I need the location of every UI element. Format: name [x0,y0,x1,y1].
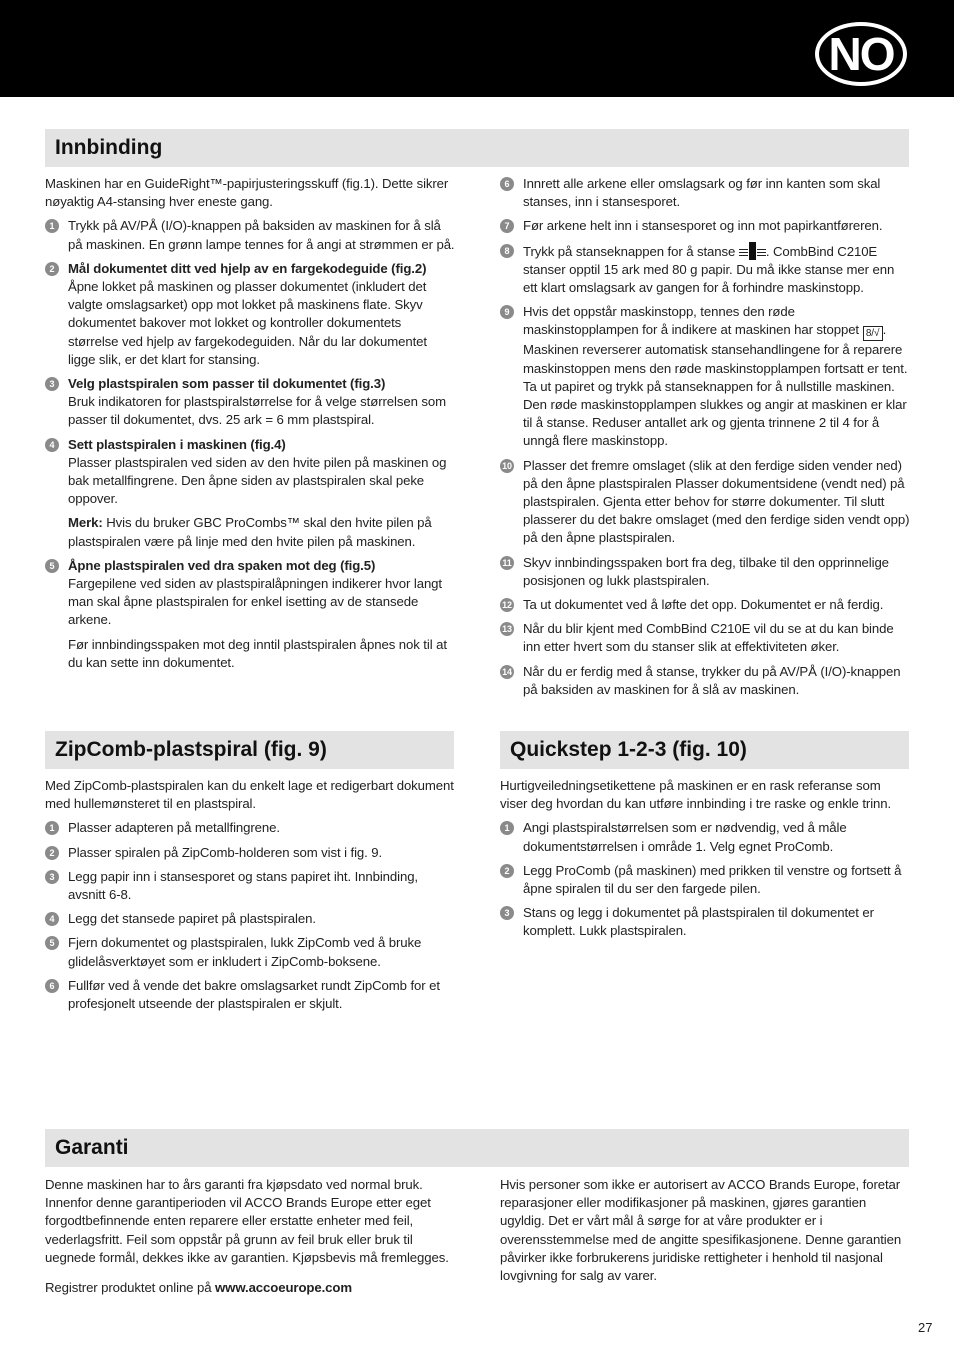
quickstep-intro: Hurtigveiledningsetikettene på maskinen er en rask referanse som viser deg hvordan du kan utføre innbinding i tre raske og enkle trinn. [500,778,892,812]
step-text: Trykk på stanseknappen for å stanse [523,243,736,259]
step-number: 4 [45,912,59,926]
step-heading: Velg plastspiralen som passer til dokumentet (fig.3) [68,376,386,392]
step-text: Åpne lokket på maskinen og plasser dokumentet (inkludert det valgte omslagsarket) opp mot lokket på maskinens flate. Skyv dokumentet bakover mot lokket og kontroller dokumentets størrelse ved hjelp av fargekodeguiden. Når du lar dokumentet ligge slik, er det klart for stansing. [68,279,427,367]
list-item [500,819,910,855]
step-number: 5 [45,936,59,950]
step-text: Fullfør ved å vende det bakre omslagsarket rundt ZipComb for et profesjonelt utseende der plastspiralen er skjult. [68,977,440,1012]
step-text: Hvis det oppstår maskinstopp, tennes den røde maskinstopplampen for å indikere at maskinen har stoppet [523,304,859,338]
step-heading: Sett plastspiralen i maskinen (fig.4) [68,436,286,452]
list-item [45,977,455,1013]
step-number: 8 [500,244,514,258]
list-item [45,868,455,904]
section-title-innbinding: Innbinding [45,129,909,167]
list-item [45,260,455,369]
step-number: 7 [500,219,514,233]
innbinding-right-column [500,175,910,705]
section-title-zipcomb: ZipComb-plastspiral (fig. 9) [45,731,454,769]
top-banner [0,0,954,97]
step-text: Fargepilene ved siden av plastspiralåpningen indikerer hvor langt man skal åpne plastspiralen for enkel isetting av de stansede arkene. [68,576,442,628]
step-number: 12 [500,598,514,612]
jam-indicator-icon: 8/√ [863,326,883,341]
step-number: 2 [500,864,514,878]
step-text: Legg papir inn i stansesporet og stans papiret iht. Innbinding, avsnitt 6-8. [68,868,419,903]
list-item [500,862,910,898]
step-heading: Åpne plastspiralen ved dra spaken mot deg (fig.5) [68,557,376,573]
step-number: 1 [45,821,59,835]
punch-stack-icon [739,246,748,258]
step-text: Fjern dokumentet og plastspiralen, lukk ZipComb ved å bruke glidelåsverktøyet som er inkludert i ZipComb-boksene. [68,935,422,969]
list-item [45,217,455,253]
step-number: 2 [45,846,59,860]
step-number: 6 [45,979,59,993]
step-number: 6 [500,177,514,191]
register-line [45,1279,455,1297]
list-item [500,663,910,699]
step-text: . CombBind C210E stanser opptil 15 ark med 80 g papir. Du må ikke stanse mer enn ett klart omslagsark av gangen for å forhindre maskinstopp. [523,243,895,296]
step-number: 14 [500,665,514,679]
note-label: Merk: [68,515,103,531]
list-item [500,242,910,298]
step-number: 2 [45,262,59,276]
punch-stack-icon [757,246,766,258]
step-text: Plasser det fremre omslaget (slik at den ferdige siden vender ned) på den åpne plastspiralen Plasser dokumentsidene (vendt ned) på plastspiralen. Gjenta etter behov for større dokumenter. Til slutt plasserer du det bakre omslaget (med den ferdige siden vendt opp) på den åpne plastspiralen. [523,457,910,546]
list-item [45,910,455,928]
list-item [500,620,910,656]
step-number: 1 [500,821,514,835]
step-number: 13 [500,622,514,636]
step-text: Bruk indikatoren for plastspiralstørrelse for å velge størrelsen som passer til dokumentet, dvs. 25 ark = 6 mm plastspiral. [68,394,446,428]
list-item [500,554,910,590]
section-title-garanti: Garanti [45,1129,909,1167]
list-item [500,904,910,940]
list-item [500,457,910,548]
list-item [500,175,910,211]
step-text: Skyv innbindingsspaken bort fra deg, tilbake til den opprinnelige posisjonen og lukk plastspiralen. [523,554,889,588]
step-text: Når du er ferdig med å stanse, trykker du på AV/PÅ (I/O)-knappen på baksiden av maskinen for å slå av maskinen. [523,663,901,697]
list-item [45,557,455,630]
step-text: Når du blir kjent med CombBind C210E vil du se at du kan binde inn etter hvert som du stanser slik at effektiviteten øker. [523,621,894,655]
step-text: . Maskinen reverserer automatisk stansehandlingene for å reparere maskinstoppen mens den røde maskinstopplampen fortsatt er tent. Ta ut papiret og trykk på stanseknappen for å nullstille maskinen. Den røde maskinstopplampen slukkes og angir at maskinen er klar til å stanse. Reduser antallet ark og gjenta trinnene 2 til 4 for å unngå flere maskinstopp. [523,322,908,449]
garanti-left-column [45,1176,455,1303]
step-number: 3 [45,870,59,884]
step-number: 5 [45,559,59,573]
step-number: 3 [500,906,514,920]
step-number: 4 [45,438,59,452]
step-text: Før arkene helt inn i stansesporet og inn mot papirkantføreren. [523,218,883,234]
garanti-text: Denne maskinen har to års garanti fra kjøpsdato ved normal bruk. Innenfor denne garantiperioden vil ACCO Brands Europe etter eget forgodtbefinnende enten reparere eller erstatte enheter med feil, vederlagsfritt. Feil som oppstår på grunn av feil bruk eller bruk til uegnede formål, dekkes ikke av garantien. Kjøpsbevis må fremlegges. [45,1177,449,1265]
register-link[interactable]: www.accoeurope.com [215,1280,352,1296]
section-title-quickstep: Quickstep 1-2-3 (fig. 10) [500,731,909,769]
list-item [500,217,910,235]
register-text: Registrer produktet online på [45,1280,216,1296]
innbinding-intro: Maskinen har en GuideRight™-papirjusteringsskuff (fig.1). Dette sikrer nøyaktig A4-stansing hver eneste gang. [45,176,449,210]
note [45,514,455,550]
zipcomb-intro: Med ZipComb-plastspiralen kan du enkelt lage et redigerbart dokument med hullemønsteret til en plastspiral. [45,778,454,812]
step-extra: Før innbindingsspaken mot deg inntil plastspiralen åpnes nok til at du kan sette inn dokumentet. [68,636,447,670]
list-item [45,436,455,509]
step-number: 3 [45,377,59,391]
step-text: Trykk på AV/PÅ (I/O)-knappen på baksiden av maskinen for å slå på maskinen. En grønn lampe tennes for å angi at strømmen er på. [68,218,455,252]
step-heading: Mål dokumentet ditt ved hjelp av en fargekodeguide (fig.2) [68,260,427,276]
list-item [500,303,910,450]
step-text: Ta ut dokumentet ved å løfte det opp. Dokumentet er nå ferdig. [523,597,884,613]
step-text: Plasser spiralen på ZipComb-holderen som vist i fig. 9. [68,844,383,860]
step-number: 10 [500,459,514,473]
quickstep-column [500,777,910,947]
punch-lever-icon [749,242,756,260]
page-number: 27 [918,1320,933,1335]
list-item [500,596,910,614]
step-number: 9 [500,305,514,319]
step-number: 11 [500,556,514,570]
list-item [45,375,455,430]
list-item [45,934,455,970]
innbinding-left-column [45,175,455,678]
note-text: Hvis du bruker GBC ProCombs™ skal den hvite pilen på plastspiralen være på linje med den hvite pilen på maskinen. [68,515,432,549]
garanti-right-column [500,1176,910,1291]
step-text: Legg ProComb (på maskinen) med prikken til venstre og fortsett å åpne spiralen til du ser den fargede pilen. [523,862,902,897]
language-badge: NO [815,22,907,86]
list-item [45,844,455,862]
zipcomb-column [45,777,455,1019]
step-text: Legg det stansede papiret på plastspiralen. [68,911,316,927]
step-text: Angi plastspiralstørrelsen som er nødvendig, ved å måle dokumentstørrelsen i område 1. Velg egnet ProComb. [523,820,847,854]
garanti-text: Hvis personer som ikke er autorisert av ACCO Brands Europe, foretar reparasjoner eller modifikasjoner på maskinen, gjøres garantien ugyldig. Det er vårt mål å sørge for at våre produkter er i overensstemmelse med de angitte spesifikasjonene. Denne garantien påvirker ikke forbrukerens juridiske rettigheter i henhold til nasjonal lovgivning for salg av varer. [500,1177,902,1284]
step-text: Plasser plastspiralen ved siden av den hvite pilen på maskinen og bak metallfingrene. Den åpne siden av plastspiralen skal peke oppover. [68,454,447,507]
list-item [45,819,455,837]
step-text: Plasser adapteren på metallfingrene. [68,820,280,836]
step-number: 1 [45,219,59,233]
step-text: Innrett alle arkene eller omslagsark og før inn kanten som skal stanses, inn i stansesporet. [523,176,881,210]
step-text: Stans og legg i dokumentet på plastspiralen til dokumentet er komplett. Lukk plastspiralen. [523,905,874,939]
